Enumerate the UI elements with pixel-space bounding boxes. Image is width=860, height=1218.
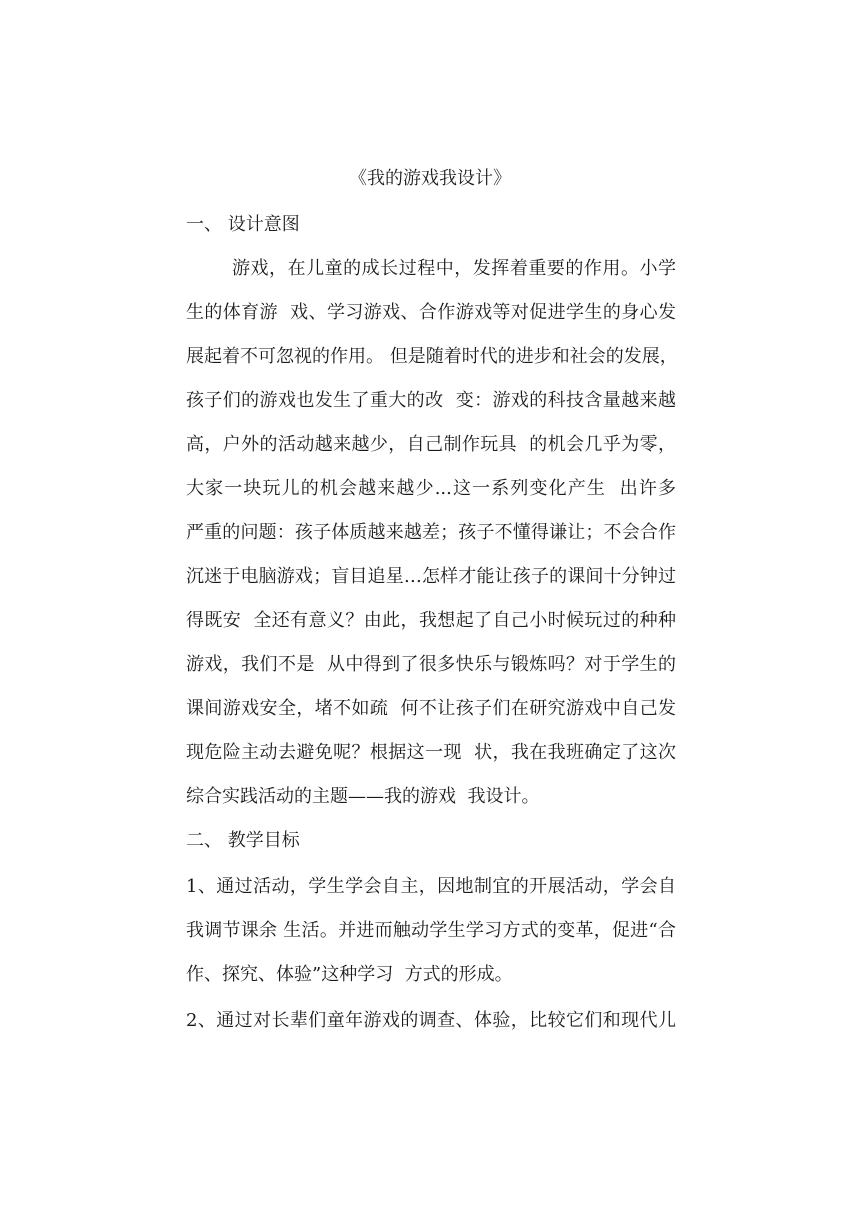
goal-line: 1、通过活动，学生学会自主，因地制宜的开展活动，学会自 xyxy=(186,876,676,897)
paragraph-line: 游戏，我们不是 从中得到了很多快乐与锻炼吗？对于学生的 xyxy=(186,654,676,675)
section-heading-teaching-goals: 二、 教学目标 xyxy=(186,830,300,851)
section-heading-design-intent: 一、 设计意图 xyxy=(186,214,300,235)
paragraph-line: 孩子们的游戏也发生了重大的改 变：游戏的科技含量越来越 xyxy=(186,390,676,411)
paragraph-line: 严重的问题：孩子体质越来越差；孩子不懂得谦让；不会合作 xyxy=(186,522,676,543)
paragraph-line: 现危险主动去避免呢？根据这一现 状，我在我班确定了这次 xyxy=(186,742,676,763)
paragraph-line: 综合实践活动的主题——我的游戏 我设计。 xyxy=(186,786,540,807)
paragraph-line: 高，户外的活动越来越少，自己制作玩具 的机会几乎为零， xyxy=(186,434,676,455)
paragraph-line: 大家一块玩儿的机会越来越少...这一系列变化产生 出许多 xyxy=(186,478,676,499)
paragraph-line: 展起着不可忽视的作用。 但是随着时代的进步和社会的发展， xyxy=(186,346,678,367)
goal-line: 我调节课余 生活。并进而触动学生学习方式的变革，促进“合 xyxy=(186,920,676,941)
document-title: 《我的游戏我设计》 xyxy=(349,168,511,189)
goal-line: 作、探究、体验”这种学习 方式的形成。 xyxy=(186,964,513,985)
paragraph-line: 课间游戏安全，堵不如疏 何不让孩子们在研究游戏中自己发 xyxy=(186,698,676,719)
paragraph-line: 生的体育游 戏、学习游戏、合作游戏等对促进学生的身心发 xyxy=(186,302,676,323)
goal-line: 2、通过对长辈们童年游戏的调查、体验，比较它们和现代儿 xyxy=(186,1010,676,1031)
paragraph-line: 得既安 全还有意义？由此，我想起了自己小时候玩过的种种 xyxy=(186,610,676,631)
paragraph-line: 游戏，在儿童的成长过程中，发挥着重要的作用。小学 xyxy=(232,258,676,279)
paragraph-line: 沉迷于电脑游戏；盲目追星…怎样才能让孩子的课间十分钟过 xyxy=(186,566,676,587)
